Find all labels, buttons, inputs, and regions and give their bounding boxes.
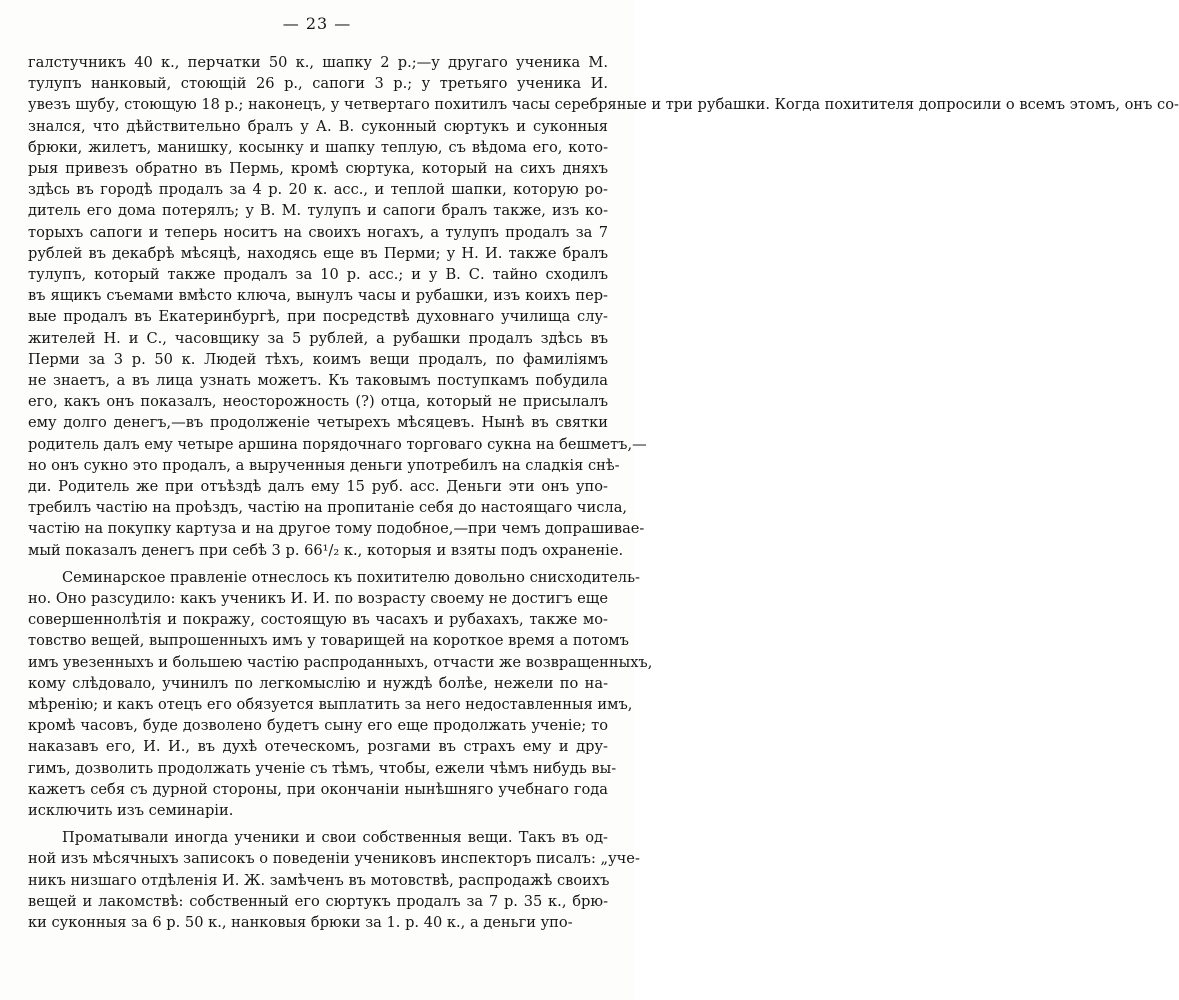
text-line: брюки, жилетъ, манишку, косынку и шапку теплую, съ вѣдома его, кото- bbox=[28, 138, 608, 156]
text-line: дитель его дома потерялъ; у В. М. тулупъ и сапоги бралъ также, изъ ко- bbox=[28, 202, 608, 220]
text-line: вещей и лакомствѣ: собственный его сюртукъ продалъ за 7 р. 35 к., брю- bbox=[28, 892, 608, 910]
text-line: мый показалъ денегъ при себѣ 3 р. 66¹/₂ к., которыя и взяты подъ охраненіе. bbox=[28, 541, 624, 559]
text-line: Перми за 3 р. 50 к. Людей тѣхъ, коимъ вещи продалъ, по фамиліямъ bbox=[28, 350, 608, 368]
text-line: вые продалъ въ Екатеринбургѣ, при посредствѣ духовнаго училища слу- bbox=[28, 308, 608, 326]
text-line: его, какъ онъ показалъ, неосторожность (?) отца, который не присылалъ bbox=[28, 393, 608, 411]
text-line: кромѣ часовъ, буде дозволено будетъ сыну его еще продолжать ученіе; то bbox=[28, 717, 608, 735]
text-line: мѣренію; и какъ отецъ его обязуется выплатить за него недоставленныя имъ, bbox=[28, 695, 633, 713]
page-number: — 23 — bbox=[282, 14, 352, 33]
text-line: Семинарское правленіе отнеслось къ похитителю довольно снисходитель- bbox=[62, 568, 640, 586]
text-line: гимъ, дозволить продолжать ученіе съ тѣмъ, чтобы, ежели чѣмъ нибудь вы- bbox=[28, 759, 617, 777]
text-line: наказавъ его, И. И., въ духѣ отеческомъ, розгами въ страхъ ему и дру- bbox=[28, 738, 608, 756]
text-line: Проматывали иногда ученики и свои собственныя вещи. Такъ въ од- bbox=[62, 829, 608, 847]
text-line: не знаетъ, а въ лица узнать можетъ. Къ таковымъ поступкамъ побудила bbox=[28, 372, 608, 389]
text-line: ему долго денегъ,—въ продолженіе четырехъ мѣсяцевъ. Нынѣ въ святки bbox=[28, 414, 608, 432]
text-line: но. Оно разсудило: какъ ученикъ И. И. по возрасту своему не достигъ еще bbox=[28, 589, 608, 607]
text-line: ной изъ мѣсячныхъ записокъ о поведеніи учениковъ инспекторъ писалъ: „уче- bbox=[28, 850, 640, 868]
text-line: въ ящикъ съемами вмѣсто ключа, вынулъ часы и рубашки, изъ коихъ пер- bbox=[28, 287, 608, 305]
text-line: галстучникъ 40 к., перчатки 50 к., шапку 2 р.;—у другаго ученика М. bbox=[28, 54, 608, 71]
text-line: увезъ шубу, стоющую 18 р.; наконецъ, у четвертаго похитилъ часы серебряные и три рубашки. Когда похитителя допросили о всемъ этомъ, онъ со- bbox=[28, 96, 1179, 114]
text-line: ди. Родитель же при отъѣздѣ далъ ему 15 руб. асс. Деньги эти онъ упо- bbox=[28, 478, 608, 495]
text-line: родитель далъ ему четыре аршина порядочнаго торговаго сукна на бешметъ,— bbox=[28, 435, 647, 453]
text-line: тулупъ, который также продалъ за 10 р. асс.; и у В. С. тайно сходилъ bbox=[28, 266, 608, 283]
text-line: ки суконныя за 6 р. 50 к., нанковыя брюки за 1. р. 40 к., а деньги упо- bbox=[28, 913, 573, 931]
text-line: никъ низшаго отдѣленія И. Ж. замѣченъ въ мотовствѣ, распродажѣ своихъ bbox=[28, 871, 610, 889]
text-line: частію на покупку картуза и на другое тому подобное,—при чемъ допрашивае- bbox=[28, 520, 645, 538]
text-line: рублей въ декабрѣ мѣсяцѣ, находясь еще въ Перми; у Н. И. также бралъ bbox=[28, 244, 608, 262]
text-line: кому слѣдовало, учинилъ по легкомыслію и нуждѣ болѣе, нежели по на- bbox=[28, 674, 608, 692]
text-line: совершеннолѣтія и покражу, состоящую въ часахъ и рубахахъ, также мо- bbox=[28, 611, 608, 629]
text-line: требилъ частію на проѣздъ, частію на пропитаніе себя до настоящаго числа, bbox=[28, 499, 628, 517]
text-line: но онъ сукно это продалъ, а вырученныя деньги употребилъ на сладкія снѣ- bbox=[28, 456, 620, 474]
text-line: здѣсь въ городѣ продалъ за 4 р. 20 к. асс., и теплой шапки, которую ро- bbox=[28, 181, 608, 199]
text-line: знался, что дѣйствительно бралъ у А. В. суконный сюртукъ и суконныя bbox=[28, 117, 608, 135]
text-line: исключить изъ семинаріи. bbox=[28, 801, 234, 819]
text-line: имъ увезенныхъ и большею частію распроданныхъ, отчасти же возвращенныхъ, bbox=[28, 653, 653, 671]
text-line: кажетъ себя съ дурной стороны, при окончаніи нынѣшняго учебнаго года bbox=[28, 780, 608, 798]
text-line: тулупъ нанковый, стоющій 26 р., сапоги 3 р.; у третьяго ученика И. bbox=[28, 75, 608, 93]
text-line: рыя привезъ обратно въ Пермь, кромѣ сюртука, который на сихъ дняхъ bbox=[28, 160, 608, 177]
text-line: торыхъ сапоги и теперь носитъ на своихъ ногахъ, а тулупъ продалъ за 7 bbox=[28, 223, 608, 241]
text-line: товство вещей, выпрошенныхъ имъ у товарищей на короткое время а потомъ bbox=[28, 632, 629, 650]
text-line: жителей Н. и С., часовщику за 5 рублей, а рубашки продалъ здѣсь въ bbox=[28, 329, 608, 347]
